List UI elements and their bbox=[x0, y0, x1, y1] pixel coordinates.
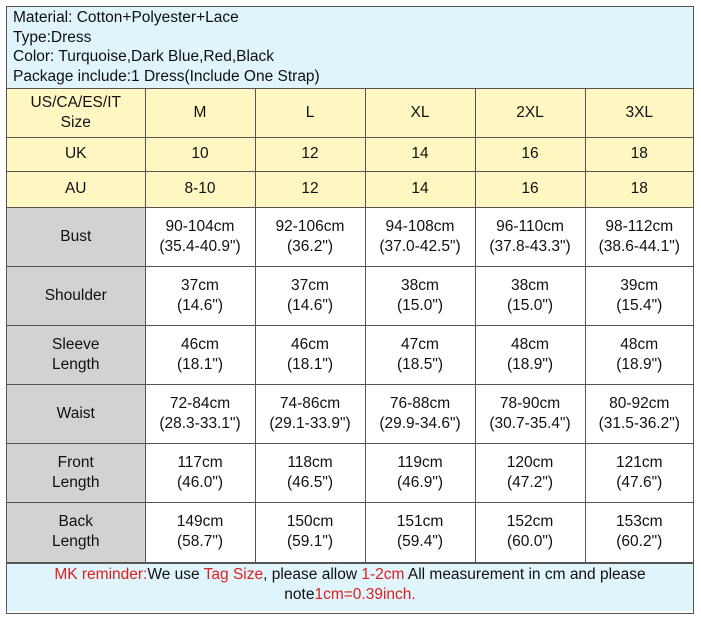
measure-cell: 37cm (14.6") bbox=[145, 266, 255, 325]
measure-cell: 151cm (59.4") bbox=[365, 502, 475, 562]
measure-cell: 37cm (14.6") bbox=[255, 266, 365, 325]
size-row-label: UK bbox=[7, 137, 145, 171]
size-row-au bbox=[7, 171, 693, 207]
measure-row-back-length bbox=[7, 502, 693, 562]
size-row-label: AU bbox=[7, 171, 145, 207]
measure-cell: 74-86cm (29.1-33.9") bbox=[255, 384, 365, 443]
size-cell: 14 bbox=[365, 171, 475, 207]
measure-cell: 47cm (18.5") bbox=[365, 325, 475, 384]
product-info bbox=[7, 7, 693, 89]
measure-cell: 153cm (60.2") bbox=[585, 502, 693, 562]
measure-cell: 38cm (15.0") bbox=[365, 266, 475, 325]
reminder-text: note bbox=[284, 585, 315, 603]
measure-cell: 120cm (47.2") bbox=[475, 443, 585, 502]
measure-cell: 117cm (46.0") bbox=[145, 443, 255, 502]
size-cell: 10 bbox=[145, 137, 255, 171]
measure-cell: 46cm (18.1") bbox=[255, 325, 365, 384]
size-cell: 12 bbox=[255, 137, 365, 171]
measure-label: Sleeve Length bbox=[7, 325, 145, 384]
reminder-prefix: MK reminder: bbox=[54, 565, 148, 583]
size-row-us bbox=[7, 89, 693, 137]
measure-cell: 150cm (59.1") bbox=[255, 502, 365, 562]
measure-label: Bust bbox=[7, 207, 145, 266]
size-cell: 2XL bbox=[475, 89, 585, 137]
size-cell: 18 bbox=[585, 171, 693, 207]
measure-label: Shoulder bbox=[7, 266, 145, 325]
size-reminder bbox=[7, 563, 693, 611]
package-line: Package include:1 Dress(Include One Strap) bbox=[13, 67, 320, 85]
measure-label: Waist bbox=[7, 384, 145, 443]
measure-row-front-length bbox=[7, 443, 693, 502]
measure-cell: 119cm (46.9") bbox=[365, 443, 475, 502]
measure-cell: 121cm (47.6") bbox=[585, 443, 693, 502]
size-cell: XL bbox=[365, 89, 475, 137]
size-cell: 14 bbox=[365, 137, 475, 171]
material-line: Material: Cotton+Polyester+Lace bbox=[13, 9, 239, 26]
size-cell: M bbox=[145, 89, 255, 137]
reminder-text: We use bbox=[147, 565, 204, 583]
measure-cell: 76-88cm (29.9-34.6") bbox=[365, 384, 475, 443]
measure-row-shoulder bbox=[7, 266, 693, 325]
measure-cell: 46cm (18.1") bbox=[145, 325, 255, 384]
size-row-uk bbox=[7, 137, 693, 171]
size-row-label: US/CA/ES/IT Size bbox=[7, 89, 145, 137]
color-line: Color: Turquoise,Dark Blue,Red,Black bbox=[13, 48, 275, 66]
measure-cell: 92-106cm (36.2") bbox=[255, 207, 365, 266]
reminder-line-1 bbox=[7, 565, 693, 585]
measure-cell: 90-104cm (35.4-40.9") bbox=[145, 207, 255, 266]
measure-label: Front Length bbox=[7, 443, 145, 502]
reminder-line-2 bbox=[7, 585, 693, 605]
reminder-tolerance: 1-2cm bbox=[361, 565, 405, 583]
size-cell: 3XL bbox=[585, 89, 693, 137]
size-cell: 18 bbox=[585, 137, 693, 171]
size-chart bbox=[6, 6, 694, 614]
size-table bbox=[7, 89, 693, 563]
reminder-conversion: 1cm=0.39inch. bbox=[314, 585, 416, 603]
measure-cell: 78-90cm (30.7-35.4") bbox=[475, 384, 585, 443]
size-cell: 8-10 bbox=[145, 171, 255, 207]
measure-cell: 48cm (18.9") bbox=[585, 325, 693, 384]
reminder-text: All measurement in cm and please bbox=[404, 565, 646, 583]
size-cell: L bbox=[255, 89, 365, 137]
measure-cell: 149cm (58.7") bbox=[145, 502, 255, 562]
measure-cell: 152cm (60.0") bbox=[475, 502, 585, 562]
measure-cell: 94-108cm (37.0-42.5") bbox=[365, 207, 475, 266]
measure-cell: 39cm (15.4") bbox=[585, 266, 693, 325]
measure-row-waist bbox=[7, 384, 693, 443]
measure-cell: 98-112cm (38.6-44.1") bbox=[585, 207, 693, 266]
measure-cell: 72-84cm (28.3-33.1") bbox=[145, 384, 255, 443]
measure-cell: 48cm (18.9") bbox=[475, 325, 585, 384]
size-cell: 16 bbox=[475, 171, 585, 207]
measure-cell: 80-92cm (31.5-36.2") bbox=[585, 384, 693, 443]
size-cell: 16 bbox=[475, 137, 585, 171]
measure-row-bust bbox=[7, 207, 693, 266]
measure-row-sleeve-length bbox=[7, 325, 693, 384]
measure-cell: 38cm (15.0") bbox=[475, 266, 585, 325]
reminder-tag-size: Tag Size bbox=[203, 565, 264, 583]
type-line: Type:Dress bbox=[13, 28, 92, 46]
measure-label: Back Length bbox=[7, 502, 145, 562]
measure-cell: 118cm (46.5") bbox=[255, 443, 365, 502]
size-cell: 12 bbox=[255, 171, 365, 207]
reminder-text: , please allow bbox=[263, 565, 362, 583]
measure-cell: 96-110cm (37.8-43.3") bbox=[475, 207, 585, 266]
